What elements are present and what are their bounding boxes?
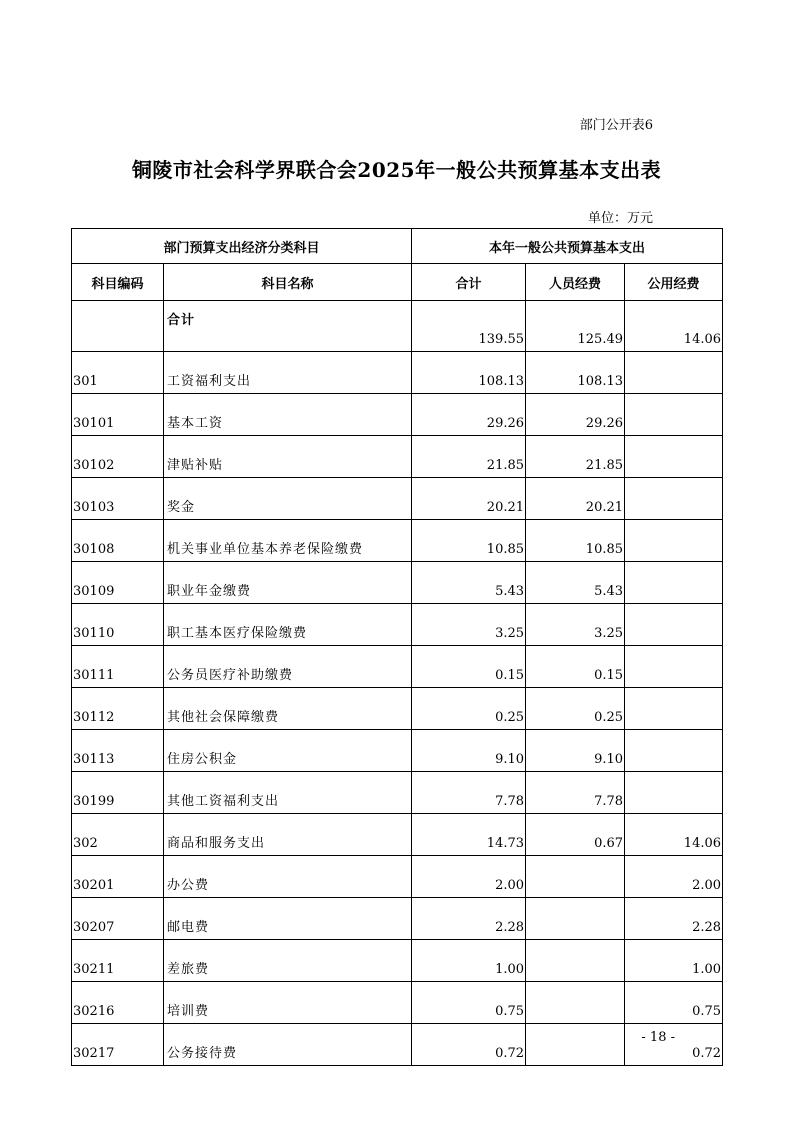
column-header-total: 合计 bbox=[412, 264, 526, 301]
cell-public bbox=[625, 688, 723, 730]
cell-total: 0.25 bbox=[412, 688, 526, 730]
cell-code: 30199 bbox=[72, 772, 164, 814]
cell-personnel: 125.49 bbox=[526, 301, 625, 352]
cell-code: 30216 bbox=[72, 982, 164, 1024]
cell-code: 30102 bbox=[72, 436, 164, 478]
table-row bbox=[72, 562, 723, 604]
cell-personnel: 21.85 bbox=[526, 436, 625, 478]
cell-public bbox=[625, 436, 723, 478]
group-header-classification: 部门预算支出经济分类科目 bbox=[72, 229, 412, 264]
cell-total: 10.85 bbox=[412, 520, 526, 562]
table-row bbox=[72, 730, 723, 772]
cell-total: 0.15 bbox=[412, 646, 526, 688]
cell-public: 14.06 bbox=[625, 814, 723, 856]
table-row bbox=[72, 898, 723, 940]
table-row bbox=[72, 814, 723, 856]
cell-public bbox=[625, 520, 723, 562]
cell-public bbox=[625, 352, 723, 394]
cell-personnel: 20.21 bbox=[526, 478, 625, 520]
unit-label: 单位：万元 bbox=[587, 211, 653, 226]
cell-code: 30109 bbox=[72, 562, 164, 604]
cell-total: 29.26 bbox=[412, 394, 526, 436]
cell-personnel: 0.25 bbox=[526, 688, 625, 730]
cell-name: 差旅费 bbox=[164, 940, 412, 982]
cell-code: 30108 bbox=[72, 520, 164, 562]
cell-code: 30111 bbox=[72, 646, 164, 688]
cell-name: 邮电费 bbox=[164, 898, 412, 940]
cell-total: 7.78 bbox=[412, 772, 526, 814]
table-row bbox=[72, 982, 723, 1024]
cell-total: 3.25 bbox=[412, 604, 526, 646]
table-row bbox=[72, 436, 723, 478]
cell-personnel: 29.26 bbox=[526, 394, 625, 436]
cell-personnel bbox=[526, 982, 625, 1024]
column-header-public: 公用经费 bbox=[625, 264, 723, 301]
cell-personnel: 5.43 bbox=[526, 562, 625, 604]
cell-personnel: 0.15 bbox=[526, 646, 625, 688]
cell-personnel bbox=[526, 1024, 625, 1066]
cell-name: 工资福利支出 bbox=[164, 352, 412, 394]
group-header-expenditure: 本年一般公共预算基本支出 bbox=[412, 229, 723, 264]
column-header-code: 科目编码 bbox=[72, 264, 164, 301]
table-row bbox=[72, 646, 723, 688]
table-row bbox=[72, 688, 723, 730]
cell-total: 5.43 bbox=[412, 562, 526, 604]
table-row bbox=[72, 856, 723, 898]
cell-total: 21.85 bbox=[412, 436, 526, 478]
cell-personnel: 10.85 bbox=[526, 520, 625, 562]
form-label: 部门公开表6 bbox=[579, 118, 653, 133]
cell-personnel bbox=[526, 856, 625, 898]
table-row bbox=[72, 352, 723, 394]
table-row bbox=[72, 604, 723, 646]
cell-name: 奖金 bbox=[164, 478, 412, 520]
cell-total: 9.10 bbox=[412, 730, 526, 772]
cell-total: 0.75 bbox=[412, 982, 526, 1024]
budget-table bbox=[71, 228, 723, 1066]
cell-code: 30110 bbox=[72, 604, 164, 646]
cell-name: 培训费 bbox=[164, 982, 412, 1024]
cell-public bbox=[625, 478, 723, 520]
cell-code: 30201 bbox=[72, 856, 164, 898]
cell-public: 1.00 bbox=[625, 940, 723, 982]
table-row bbox=[72, 772, 723, 814]
cell-name: 职工基本医疗保险缴费 bbox=[164, 604, 412, 646]
cell-name: 其他工资福利支出 bbox=[164, 772, 412, 814]
cell-name: 住房公积金 bbox=[164, 730, 412, 772]
cell-personnel: 7.78 bbox=[526, 772, 625, 814]
cell-total: 0.72 bbox=[412, 1024, 526, 1066]
cell-public: 0.75 bbox=[625, 982, 723, 1024]
cell-public bbox=[625, 562, 723, 604]
table-row bbox=[72, 940, 723, 982]
cell-code: 30207 bbox=[72, 898, 164, 940]
cell-name: 公务接待费 bbox=[164, 1024, 412, 1066]
table-row bbox=[72, 394, 723, 436]
cell-personnel bbox=[526, 940, 625, 982]
cell-total: 1.00 bbox=[412, 940, 526, 982]
cell-personnel: 9.10 bbox=[526, 730, 625, 772]
cell-total: 20.21 bbox=[412, 478, 526, 520]
cell-name: 商品和服务支出 bbox=[164, 814, 412, 856]
cell-total: 108.13 bbox=[412, 352, 526, 394]
cell-code: 30211 bbox=[72, 940, 164, 982]
cell-total: 14.73 bbox=[412, 814, 526, 856]
cell-public bbox=[625, 772, 723, 814]
cell-public: 0.72 bbox=[625, 1024, 723, 1066]
cell-code: 302 bbox=[72, 814, 164, 856]
cell-name: 公务员医疗补助缴费 bbox=[164, 646, 412, 688]
cell-public bbox=[625, 394, 723, 436]
column-header-name: 科目名称 bbox=[164, 264, 412, 301]
cell-code: 30103 bbox=[72, 478, 164, 520]
cell-personnel: 108.13 bbox=[526, 352, 625, 394]
cell-code: 30113 bbox=[72, 730, 164, 772]
cell-code: 301 bbox=[72, 352, 164, 394]
page-number: - 18 - bbox=[641, 1030, 675, 1045]
table-row bbox=[72, 478, 723, 520]
cell-name: 基本工资 bbox=[164, 394, 412, 436]
cell-public bbox=[625, 730, 723, 772]
cell-total: 139.55 bbox=[412, 301, 526, 352]
cell-personnel: 3.25 bbox=[526, 604, 625, 646]
cell-name: 津贴补贴 bbox=[164, 436, 412, 478]
cell-code: 30112 bbox=[72, 688, 164, 730]
cell-name: 职业年金缴费 bbox=[164, 562, 412, 604]
cell-total: 2.28 bbox=[412, 898, 526, 940]
cell-public: 14.06 bbox=[625, 301, 723, 352]
cell-public: 2.00 bbox=[625, 856, 723, 898]
cell-personnel bbox=[526, 898, 625, 940]
cell-code: 30101 bbox=[72, 394, 164, 436]
cell-code bbox=[72, 301, 164, 352]
cell-personnel: 0.67 bbox=[526, 814, 625, 856]
page-title: 铜陵市社会科学界联合会2025年一般公共预算基本支出表 bbox=[131, 158, 662, 182]
cell-code: 30217 bbox=[72, 1024, 164, 1066]
cell-name: 机关事业单位基本养老保险缴费 bbox=[164, 520, 412, 562]
cell-total: 2.00 bbox=[412, 856, 526, 898]
cell-public bbox=[625, 646, 723, 688]
table-row bbox=[72, 1024, 723, 1066]
table-row bbox=[72, 520, 723, 562]
column-header-personnel: 人员经费 bbox=[526, 264, 625, 301]
total-row bbox=[72, 301, 723, 352]
cell-public bbox=[625, 604, 723, 646]
cell-name: 办公费 bbox=[164, 856, 412, 898]
cell-name: 其他社会保障缴费 bbox=[164, 688, 412, 730]
cell-public: 2.28 bbox=[625, 898, 723, 940]
cell-name: 合计 bbox=[164, 301, 412, 352]
